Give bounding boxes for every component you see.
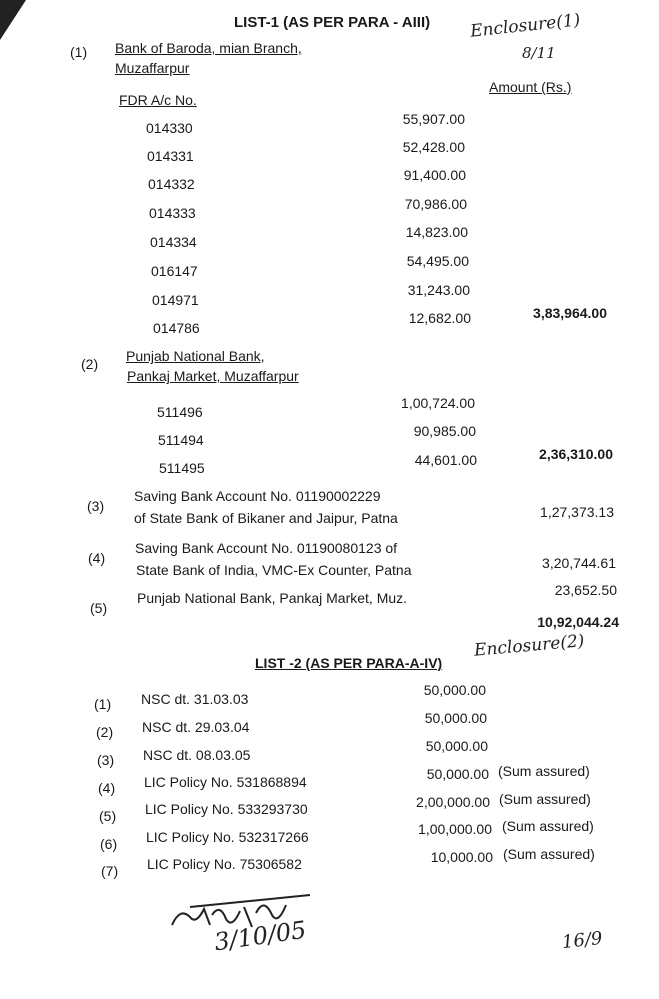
- list2-item-amount: 50,000.00: [425, 738, 488, 754]
- list2-item-number: (3): [97, 752, 115, 768]
- fdr-account: 014330: [146, 120, 193, 136]
- list2-item-desc: NSC dt. 29.03.04: [142, 719, 250, 735]
- list2-item-note: (Sum assured): [502, 818, 594, 834]
- list2-item-desc: LIC Policy No. 532317266: [146, 829, 309, 845]
- list2-item-number: (4): [98, 780, 116, 796]
- list2-item-amount: 10,000.00: [430, 849, 493, 865]
- fdr-amount: 90,985.00: [413, 423, 476, 439]
- fdr-account: 016147: [151, 263, 198, 279]
- fdr-amount: 54,495.00: [406, 253, 469, 269]
- scan-edge-mark: [0, 0, 26, 40]
- fdr-account: 014332: [148, 176, 195, 192]
- grand-total: 10,92,044.24: [537, 614, 619, 630]
- fdr-account: 511494: [158, 432, 204, 448]
- fdr-account: 014331: [147, 148, 194, 164]
- fdr-account: 511495: [159, 460, 205, 476]
- item-5-number: (5): [90, 600, 108, 616]
- list1-title: LIST-1 (AS PER PARA - AIII): [234, 14, 431, 31]
- list2-item-amount: 50,000.00: [426, 766, 489, 782]
- list2-item-amount: 1,00,000.00: [418, 821, 492, 837]
- list2-item-desc: NSC dt. 31.03.03: [141, 691, 249, 707]
- list2-item-number: (7): [101, 863, 119, 879]
- fdr-account: 511496: [157, 404, 203, 420]
- section-2-total: 2,36,310.00: [539, 446, 613, 462]
- signature-date: 3/10/05: [212, 915, 309, 957]
- item-3-number: (3): [87, 498, 105, 514]
- item-3-line1: Saving Bank Account No. 01190002229: [134, 488, 381, 504]
- list2-item-desc: LIC Policy No. 531868894: [144, 774, 307, 790]
- list2-item-number: (6): [100, 836, 118, 852]
- list2-item-amount: 50,000.00: [424, 710, 487, 726]
- fdr-amount: 44,601.00: [414, 452, 477, 468]
- fdr-amount: 14,823.00: [405, 224, 468, 240]
- page-ref-note: 8/11: [522, 44, 556, 62]
- item-3-amount: 1,27,373.13: [540, 504, 614, 520]
- fdr-amount: 1,00,724.00: [401, 395, 475, 411]
- list2-item-note: (Sum assured): [499, 791, 591, 807]
- list2-item-number: (2): [96, 724, 114, 740]
- section-2-number: (2): [81, 356, 99, 372]
- fdr-amount: 70,986.00: [404, 196, 467, 212]
- item-4-line1: Saving Bank Account No. 01190080123 of: [135, 540, 398, 556]
- list2-item-number: (1): [94, 696, 112, 712]
- list2-item-desc: LIC Policy No. 75306582: [147, 856, 302, 872]
- enclosure-2-note: Enclosure(2): [473, 631, 586, 661]
- list2-item-note: (Sum assured): [503, 846, 595, 862]
- section-1-number: (1): [70, 44, 88, 60]
- enclosure-1-note: Enclosure(1): [469, 10, 582, 42]
- section-1-bank-city: Muzaffarpur: [115, 60, 190, 76]
- section-1-total: 3,83,964.00: [533, 305, 607, 321]
- fdr-amount: 52,428.00: [402, 139, 465, 155]
- fdr-amount: 91,400.00: [403, 167, 466, 183]
- item-5-line1: Punjab National Bank, Pankaj Market, Muz.: [137, 590, 408, 606]
- amount-header: Amount (Rs.): [489, 79, 572, 95]
- section-2-bank-city: Pankaj Market, Muzaffarpur: [127, 368, 299, 384]
- fdr-account: 014334: [150, 234, 197, 250]
- list2-item-note: (Sum assured): [498, 763, 590, 779]
- section-2-bank-name: Punjab National Bank,: [126, 348, 265, 364]
- fdr-amount: 31,243.00: [407, 282, 470, 298]
- list2-title: LIST -2 (AS PER PARA-A-IV): [255, 655, 443, 671]
- list2-item-amount: 50,000.00: [423, 682, 486, 698]
- section-1-bank-name: Bank of Baroda, mian Branch,: [115, 40, 302, 56]
- fdr-account: 014971: [152, 292, 199, 308]
- item-4-amount: 3,20,744.61: [542, 555, 616, 571]
- fdr-account: 014786: [153, 320, 200, 336]
- item-4-number: (4): [88, 550, 106, 566]
- fdr-header: FDR A/c No.: [119, 92, 197, 108]
- list2-item-amount: 2,00,000.00: [416, 794, 490, 810]
- list2-item-number: (5): [99, 808, 117, 824]
- item-4-line2: State Bank of India, VMC-Ex Counter, Patna: [136, 562, 412, 578]
- fdr-amount: 55,907.00: [402, 111, 465, 127]
- fdr-account: 014333: [149, 205, 196, 221]
- list2-item-desc: NSC dt. 08.03.05: [143, 747, 251, 763]
- item-5-amount: 23,652.50: [554, 582, 617, 598]
- page-mark: 16/9: [561, 927, 604, 954]
- fdr-amount: 12,682.00: [408, 310, 471, 326]
- list2-item-desc: LIC Policy No. 533293730: [145, 801, 308, 817]
- item-3-line2: of State Bank of Bikaner and Jaipur, Patna: [134, 510, 398, 526]
